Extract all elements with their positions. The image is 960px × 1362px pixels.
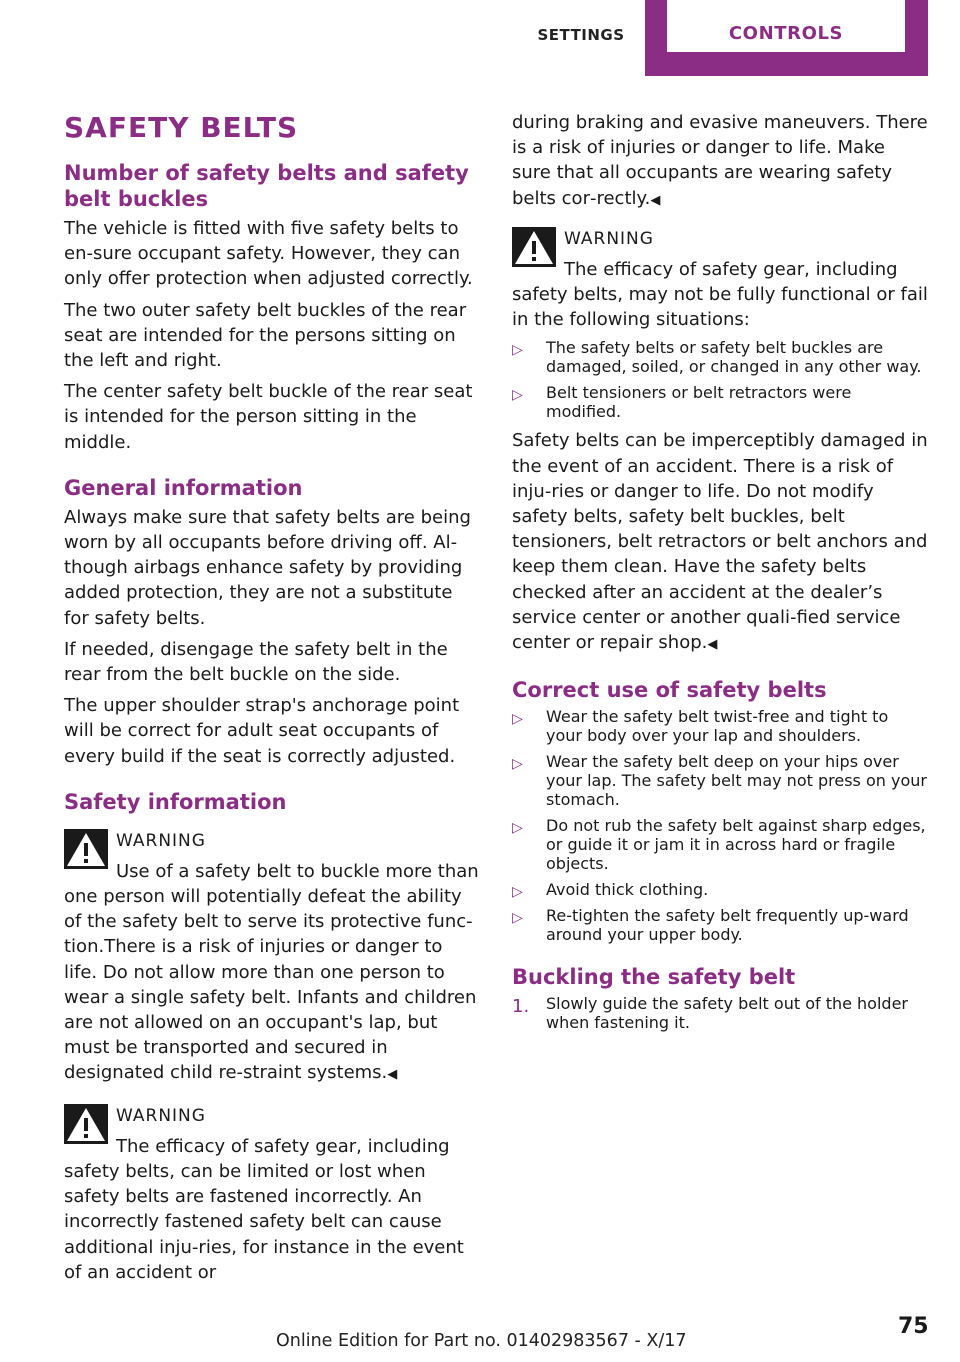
- page-title: SAFETY BELTS: [64, 111, 299, 144]
- step-item: 1. Slowly guide the safety belt out of the holder when fastening it.: [512, 994, 908, 1033]
- paragraph: If needed, disengage the safety belt in the rear from the belt buckle on the side.: [64, 638, 448, 686]
- warning-text: Use of a safety belt to buckle more than one person will potentially defeat the ability of the safety belt to serve its protective func‐tion.There is a risk of injuries or danger to life. Do not allow more than one person to wear a single safety belt. Infants and children are not allowed on an occupant's lap, but must be transported and secured in designated child re‐straint systems.◀: [64, 860, 479, 1084]
- paragraph: The vehicle is fitted with five safety belts to en‐sure occupant safety. However, they can only offer protection when adjusted correctly.: [64, 218, 473, 290]
- paragraph: during braking and evasive maneuvers. There is a risk of injuries or danger to life. Make sure that all occupants are wearing safety belts cor‐rectly.◀: [512, 112, 928, 209]
- list-item: ▷ Belt tensioners or belt retractors were modified.: [512, 383, 852, 422]
- warning-triangle-icon: [64, 1104, 108, 1144]
- paragraph: The upper shoulder strap's anchorage point will be correct for adult seat occupants of every build if the seat is correctly adjusted.: [64, 695, 460, 767]
- bullet-triangle-icon: ▷: [512, 711, 523, 728]
- list-item: ▷ The safety belts or safety belt buckles are damaged, soiled, or changed in any other way.: [512, 338, 922, 377]
- warning-text: The efficacy of safety gear, including safety belts, can be limited or lost when safety belts are fastened incorrectly. An incorrectly fastened safety belt can cause additional inju‐ries, for instance in the event of an accident or: [64, 1135, 464, 1283]
- bullet-triangle-icon: ▷: [512, 910, 523, 927]
- paragraph: The two outer safety belt buckles of the rear seat are intended for the persons sitting on the left and right.: [64, 299, 467, 372]
- left-column: [64, 110, 480, 1291]
- step-number: 1.: [512, 996, 530, 1018]
- heading-buckling: Buckling the safety belt: [512, 965, 796, 990]
- paragraph: Safety belts can be imperceptibly damaged in the event of an accident. There is a risk of inju‐ries or danger to life. Do not modify safety belts, safety belt buckles, belt tensioners, belt retractors or belt anchors and keep them clean. Have the safety belts checked after an accident at the dealer’s service center or another quali‐fied service center or repair shop.◀: [512, 430, 928, 654]
- heading-number-of-belts: Number of safety belts and safety belt buckles: [64, 161, 469, 211]
- end-mark-icon: ◀: [650, 192, 661, 208]
- list-item: ▷ Avoid thick clothing.: [512, 880, 928, 899]
- end-mark-icon: ◀: [387, 1067, 398, 1083]
- footer-edition: Online Edition for Part no. 01402983567 - X/17: [276, 1331, 687, 1351]
- list-item: ▷ Re-tighten the safety belt frequently up‐ward around your upper body.: [512, 906, 909, 945]
- bullet-triangle-icon: ▷: [512, 820, 523, 837]
- list-item: ▷ Wear the safety belt twist-free and tight to your body over your lap and shoulders.: [512, 707, 889, 746]
- warning-title: WARNING: [564, 228, 654, 249]
- page-number: 75: [898, 1314, 929, 1339]
- warning-triangle-icon: [64, 829, 108, 869]
- end-mark-icon: ◀: [707, 637, 718, 653]
- warning-block: [64, 829, 480, 1088]
- bullet-triangle-icon: ▷: [512, 342, 523, 359]
- paragraph: The center safety belt buckle of the rear seat is intended for the person sitting in the middle.: [64, 381, 473, 453]
- heading-general-information: General information: [64, 475, 303, 500]
- warning-triangle-icon: [512, 227, 556, 267]
- right-column: [512, 110, 928, 1039]
- chapter-tab-label: CONTROLS: [667, 0, 905, 52]
- warning-title: WARNING: [116, 1105, 206, 1126]
- bullet-triangle-icon: ▷: [512, 884, 523, 901]
- heading-correct-use: Correct use of safety belts: [512, 678, 827, 703]
- list-item: ▷ Wear the safety belt deep on your hips over your lap. The safety belt may not press on your stomach.: [512, 752, 927, 810]
- heading-safety-information: Safety information: [64, 789, 287, 814]
- warning-title: WARNING: [116, 830, 206, 851]
- section-label: SETTINGS: [537, 26, 625, 44]
- warning-block: [64, 1104, 480, 1285]
- chapter-tab: [645, 0, 928, 76]
- bullet-triangle-icon: ▷: [512, 387, 523, 404]
- paragraph: Always make sure that safety belts are being worn by all occupants before driving off. Al‐though airbags enhance safety by providing added protection, they are not a substitute for safety belts.: [64, 506, 471, 629]
- warning-block: [512, 227, 928, 333]
- bullet-triangle-icon: ▷: [512, 756, 523, 773]
- warning-text: The efficacy of safety gear, including safety belts, may not be fully functional or fail in the following situations:: [512, 258, 928, 331]
- list-item: ▷ Do not rub the safety belt against sharp edges, or guide it or jam it in across hard or fragile objects.: [512, 816, 926, 874]
